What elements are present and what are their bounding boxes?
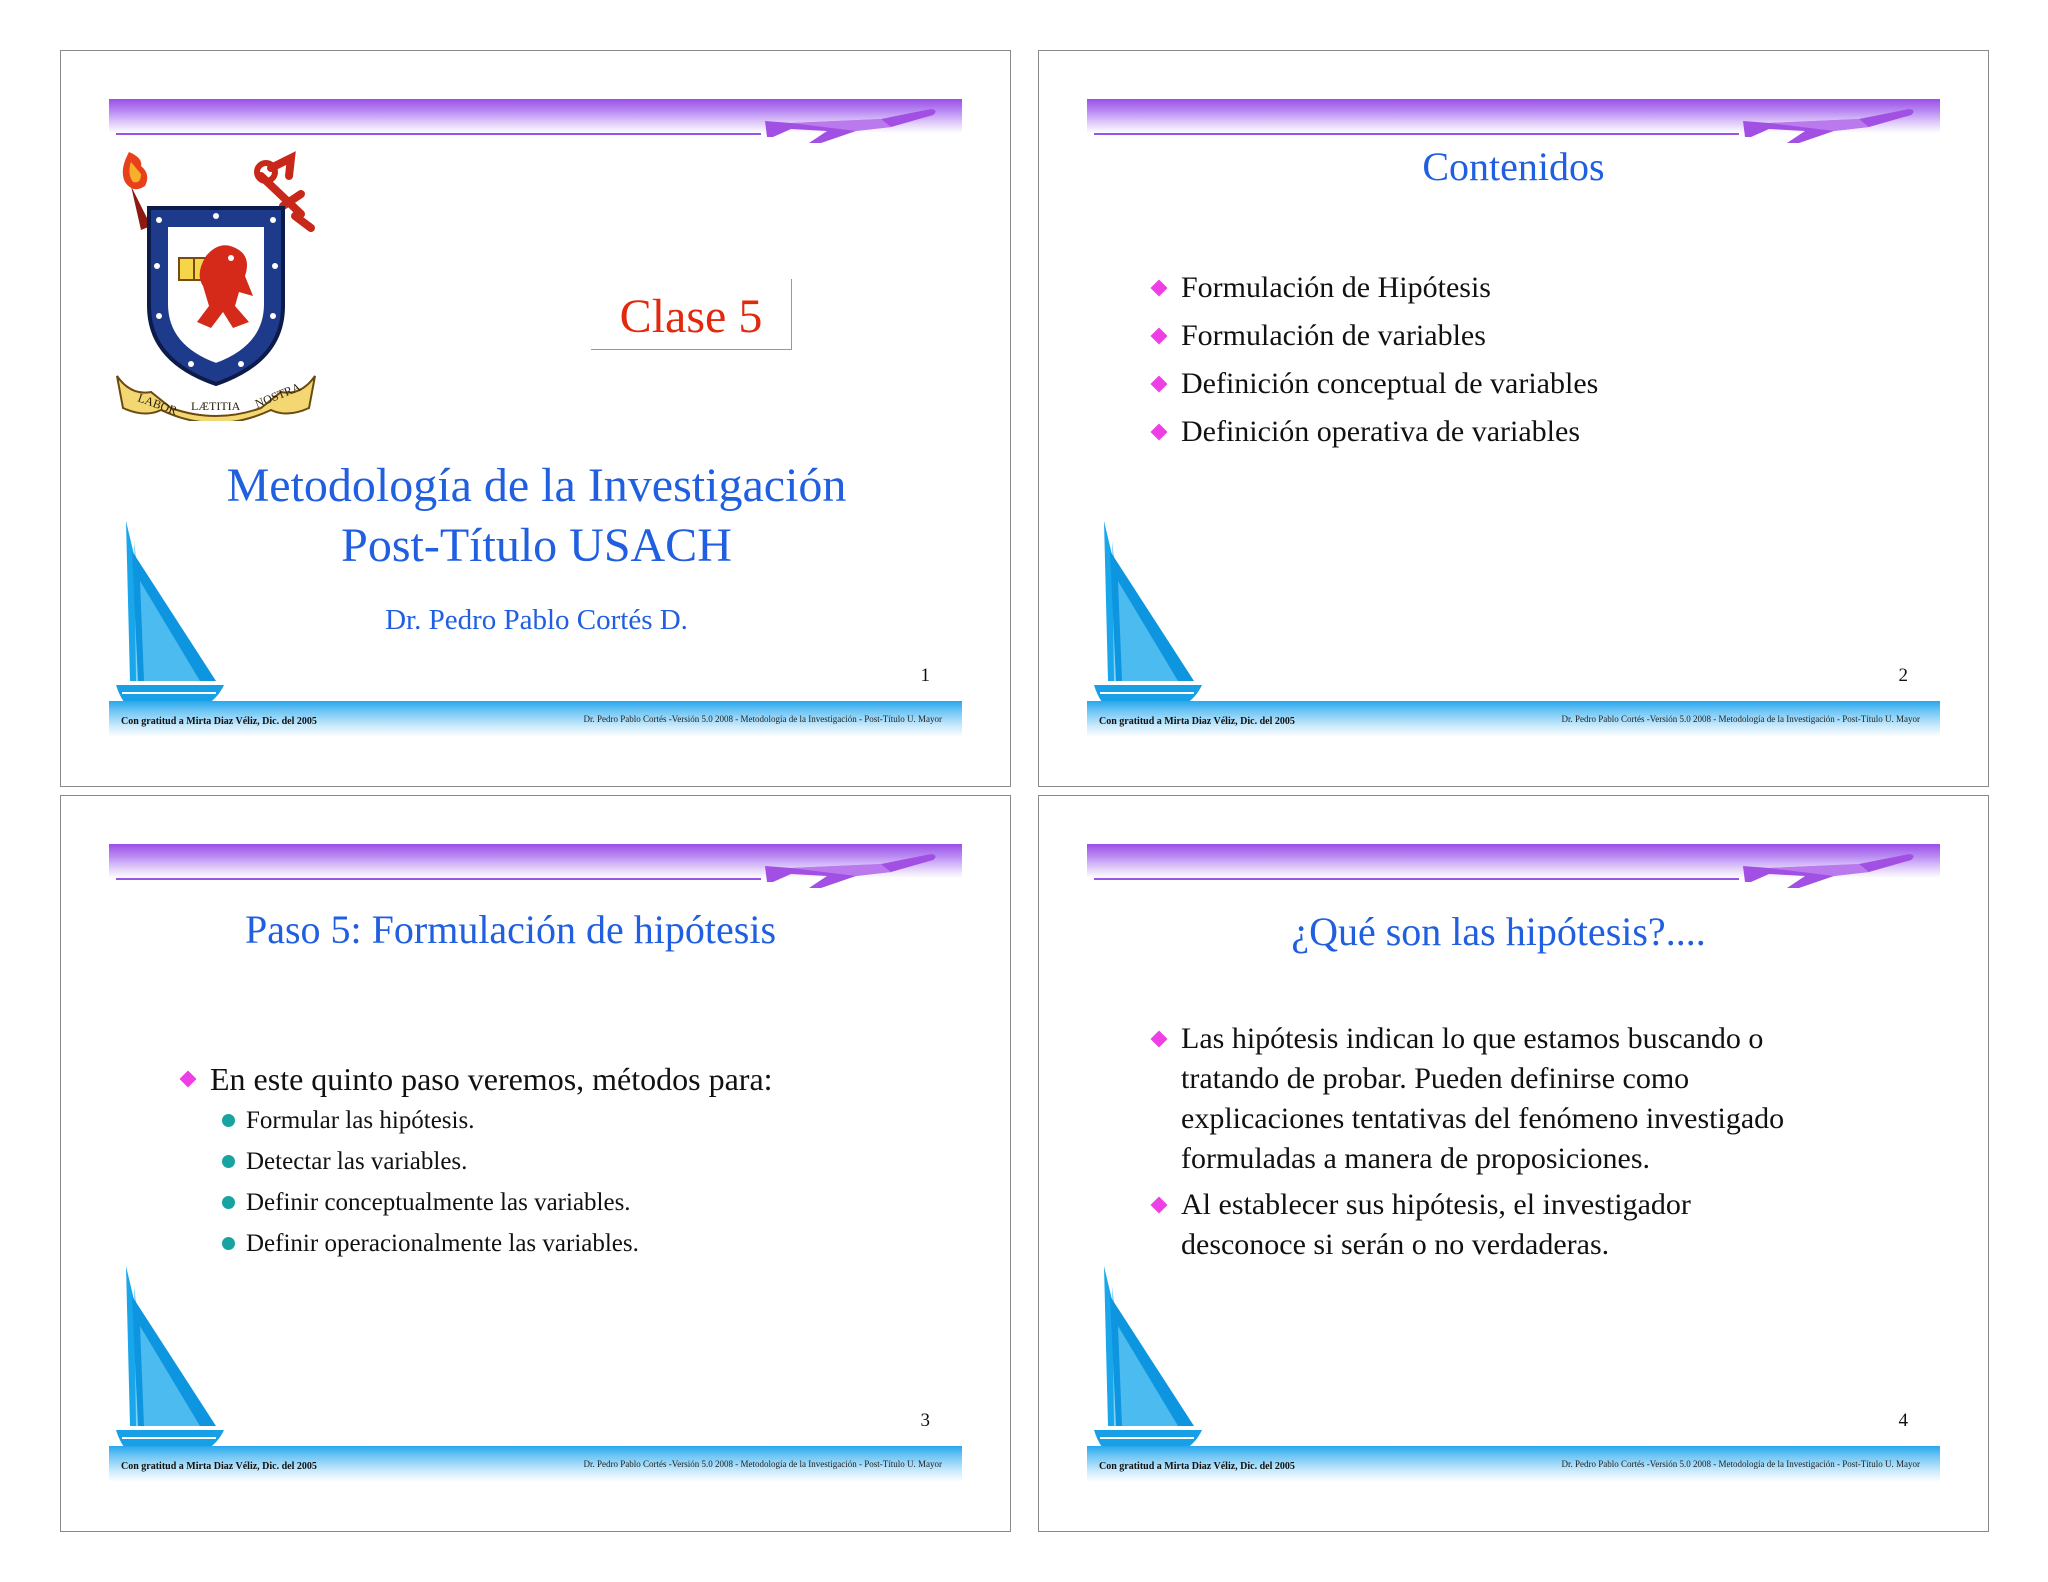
list-item: Las hipótesis indican lo que estamos buscando o tratando de probar. Pueden definirse como explicaciones tentativas del fenómeno investigado formuladas a manera de proposiciones. — [1149, 1019, 1784, 1179]
sailboat-icon — [1094, 1266, 1204, 1461]
circle-bullet-icon — [222, 1237, 235, 1250]
footer-credit: Con gratitud a Mirta Diaz Véliz, Dic. del 2005 — [121, 1461, 317, 1472]
contents-list — [1149, 264, 1598, 456]
sailboat-icon — [1094, 521, 1204, 716]
diamond-bullet-icon — [1151, 280, 1168, 297]
bullet-list — [178, 1055, 773, 1103]
slide-title: Paso 5: Formulación de hipótesis — [244, 907, 777, 952]
diamond-bullet-icon — [1151, 424, 1168, 441]
airplane-icon — [1739, 846, 1919, 894]
author-name: Dr. Pedro Pablo Cortés D. — [385, 604, 688, 636]
diamond-bullet-icon — [180, 1071, 197, 1088]
page-number: 1 — [920, 665, 930, 686]
circle-bullet-icon — [222, 1196, 235, 1209]
sailboat-icon — [116, 521, 226, 716]
course-title-line1: Metodología de la Investigación — [226, 459, 847, 512]
slide-4 — [1038, 795, 1989, 1532]
bullet-list — [1149, 1019, 1784, 1265]
usach-crest — [111, 146, 321, 421]
airplane-icon — [761, 101, 941, 149]
crest-motto-laetitia: LÆTITIA — [191, 399, 241, 413]
sub-bullet-list — [218, 1100, 639, 1264]
page-number: 2 — [1898, 665, 1908, 686]
list-item: Detectar las variables. — [218, 1141, 639, 1182]
list-item: Al establecer sus hipótesis, el investigador desconoce si serán o no verdaderas. — [1149, 1185, 1784, 1265]
footer-credit: Con gratitud a Mirta Diaz Véliz, Dic. del 2005 — [121, 716, 317, 727]
list-item: Definir operacionalmente las variables. — [218, 1223, 639, 1264]
footer-version: Dr. Pedro Pablo Cortés -Versión 5.0 2008 - Metodología de la Investigación - Post-Título U. Mayor — [1561, 1459, 1920, 1469]
airplane-icon — [1739, 101, 1919, 149]
slide-3 — [60, 795, 1011, 1532]
footer-version: Dr. Pedro Pablo Cortés -Versión 5.0 2008 - Metodología de la Investigación - Post-Título U. Mayor — [1561, 714, 1920, 724]
crest-motto-labor: LABOR — [135, 390, 179, 418]
footer-credit: Con gratitud a Mirta Diaz Véliz, Dic. del 2005 — [1099, 1461, 1295, 1472]
diamond-bullet-icon — [1151, 376, 1168, 393]
list-item: Formulación de variables — [1149, 312, 1598, 360]
list-item: Formulación de Hipótesis — [1149, 264, 1598, 312]
header-line — [1094, 133, 1739, 135]
slide-1 — [60, 50, 1011, 787]
slide-title: Contenidos — [1422, 144, 1605, 189]
footer-version: Dr. Pedro Pablo Cortés -Versión 5.0 2008 - Metodología de la Investigación - Post-Título U. Mayor — [583, 714, 942, 724]
list-item: Formular las hipótesis. — [218, 1100, 639, 1141]
sailboat-icon — [116, 1266, 226, 1461]
footer-credit: Con gratitud a Mirta Diaz Véliz, Dic. del 2005 — [1099, 716, 1295, 727]
header-line — [116, 878, 761, 880]
clase-label: Clase 5 — [619, 290, 763, 343]
crest-motto-nostra: NOSTRA — [252, 379, 303, 411]
clase-box — [591, 279, 792, 350]
slide-2 — [1038, 50, 1989, 787]
list-item: En este quinto paso veremos, métodos para: — [178, 1055, 773, 1103]
list-item: Definir conceptualmente las variables. — [218, 1182, 639, 1223]
list-item: Definición conceptual de variables — [1149, 360, 1598, 408]
airplane-icon — [761, 846, 941, 894]
diamond-bullet-icon — [1151, 1197, 1168, 1214]
diamond-bullet-icon — [1151, 328, 1168, 345]
course-title-line2: Post-Título USACH — [341, 519, 732, 572]
page-number: 4 — [1898, 1410, 1908, 1431]
list-item: Definición operativa de variables — [1149, 408, 1598, 456]
header-line — [1094, 878, 1739, 880]
circle-bullet-icon — [222, 1155, 235, 1168]
footer-version: Dr. Pedro Pablo Cortés -Versión 5.0 2008 - Metodología de la Investigación - Post-Título U. Mayor — [583, 1459, 942, 1469]
header-line — [116, 133, 761, 135]
slide-title: ¿Qué son las hipótesis?.... — [1291, 909, 1706, 954]
page-number: 3 — [920, 1410, 930, 1431]
circle-bullet-icon — [222, 1114, 235, 1127]
diamond-bullet-icon — [1151, 1031, 1168, 1048]
